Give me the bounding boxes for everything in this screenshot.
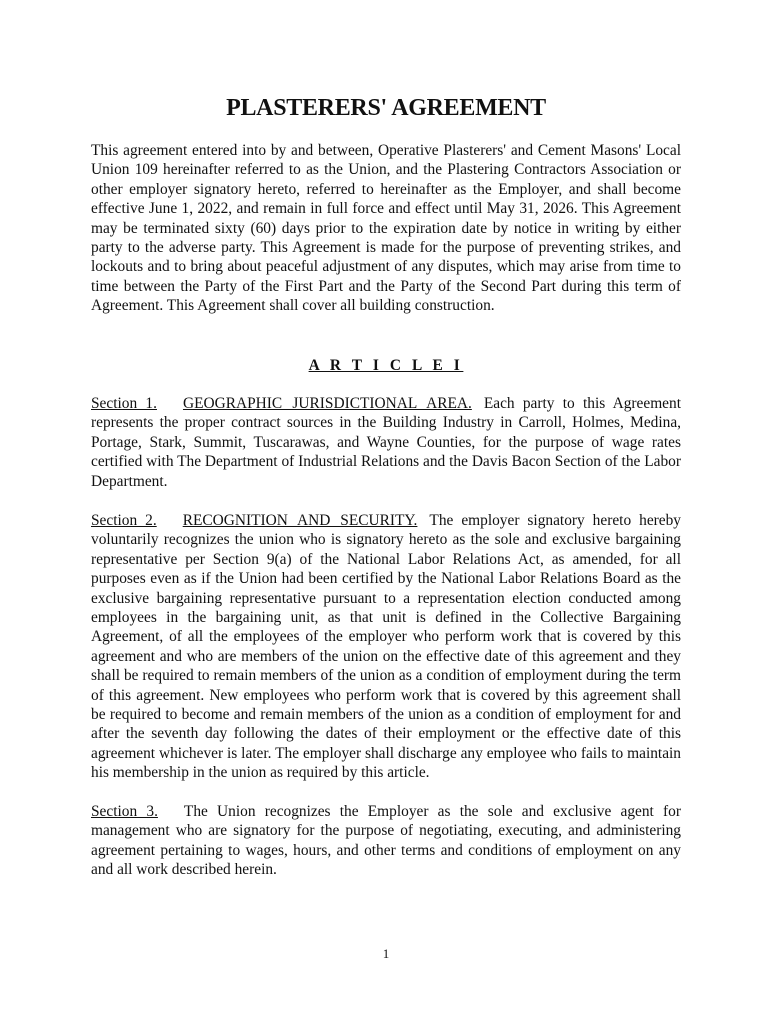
page-number: 1 [382,946,390,961]
section-2-heading: RECOGNITION AND SECURITY. [182,512,418,529]
section-1-label: Section 1. [91,395,157,412]
section-1-paragraph [91,394,681,491]
article-heading-text: A R T I C L E I [308,357,464,374]
article-heading [91,356,681,375]
section-3-text: The Union recognizes the Employer as the sole and exclusive agent for management who are signatory for the purpose of negotiating, executing, and administering agreement pertaining to wages, hours, and other terms and conditions of employment on any and all work described herein. [91,803,681,879]
section-2-label: Section 2. [91,512,157,529]
document-title: PLASTERERS' AGREEMENT [226,95,546,121]
section-3-label: Section 3. [91,803,158,820]
intro-paragraph: This agreement entered into by and between, Operative Plasterers' and Cement Masons' Local Union 109 hereinafter referred to as the Union, and the Plastering Contractors Association or other employer signatory hereto, referred to hereinafter as the Employer, and shall become effective June 1, 2022, and remain in full force and effect until May 31, 2026. This Agreement may be terminated sixty (60) days prior to the expiration date by notice in writing by either party to the adverse party. This Agreement is made for the purpose of preventing strikes, and lockouts and to bring about peaceful adjustment of any disputes, which may arise from time to time between the Party of the First Part and the Party of the Second Part during this term of Agreement. This Agreement shall cover all building construction. [91,142,681,315]
section-1-text: Each party to this Agreement represents the proper contract sources in the Building Industry in Carroll, Holmes, Medina, Portage, Stark, Summit, Tuscarawas, and Wayne Counties, for the purpose of wage rates certified with The Department of Industrial Relations and the Davis Bacon Section of the Labor Department. [91,395,681,490]
section-2-paragraph [91,511,681,783]
section-2-text: The employer signatory hereto hereby voluntarily recognizes the union who is signatory hereto as the sole and exclusive bargaining representative per Section 9(a) of the National Labor Relations Act, as amended, for all purposes even as if the Union had been certified by the National Labor Relations Board as the exclusive bargaining representative pursuant to a representation election conducted among employees in the bargaining unit, as that unit is defined in the Collective Bargaining Agreement, of all the employees of the employer who perform work that is covered by this agreement and who are members of the union on the effective date of this agreement and they shall be required to remain members of the union as a condition of employment during the term of this agreement. New employees who perform work that is covered by this agreement shall be required to become and remain members of the union as a condition of employment for and after the seventh day following the dates of their employment or the effective date of this agreement whichever is later. The employer shall discharge any employee who fails to maintain his membership in the union as required by this article. [91,512,681,782]
section-1-heading: GEOGRAPHIC JURISDICTIONAL AREA. [182,395,472,412]
section-3-paragraph [91,802,681,880]
